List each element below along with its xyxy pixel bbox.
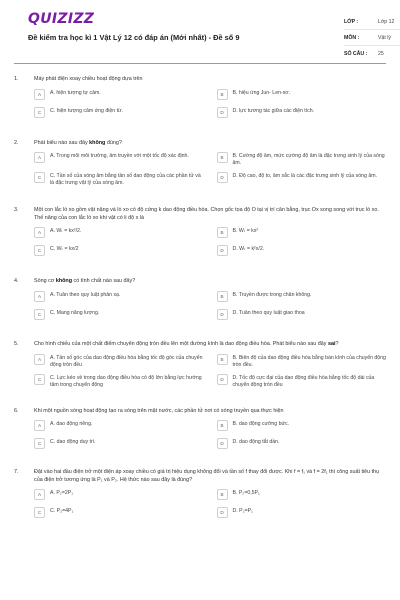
question-text-part: đúng? — [105, 139, 122, 146]
answer-option-c[interactable] — [34, 173, 204, 187]
meta-value: Vật lý — [378, 34, 391, 41]
option-text: B. Truyền được trong chân không. — [232, 291, 312, 298]
option-text: B. Wₜ = kx² — [232, 228, 259, 235]
question-emphasis: không — [55, 278, 72, 285]
question-text-part: Một con lắc lò xo gồm vật nặng và lò xo có độ cứng k dao động điều hòa. Chọn gốc tọa độ O tại vị trí cân bằng, trục Ox song song với trục lò xo. Thế năng của con lắc lò xo khi vật có li độ x là — [34, 207, 379, 221]
answer-option-d[interactable] — [217, 439, 387, 451]
answer-option-d[interactable] — [217, 508, 387, 520]
question-text-part: Phát biểu nào sau đây — [34, 139, 90, 146]
meta-label: SỐ CÂU : — [344, 50, 368, 57]
answer-options — [34, 228, 386, 258]
meta-label: LỚP : — [344, 18, 359, 25]
option-letter-badge: C — [34, 438, 45, 449]
answer-option-c[interactable] — [34, 439, 204, 451]
option-text: D. Wₜ = k²x/2. — [232, 246, 265, 253]
option-letter-badge: A — [34, 89, 45, 100]
question-number: 4. — [14, 278, 19, 285]
question-text-part: Khi một nguồn sóng hoạt động tạo ra sóng trên mặt nước, các phần tử nơi có sóng truyền qua thực hiện — [34, 407, 284, 414]
question-number: 3. — [14, 207, 19, 214]
answer-option-d[interactable] — [217, 310, 387, 322]
answer-option-b[interactable] — [217, 421, 387, 433]
question-text-part: Máy phát điện xoay chiều hoạt động dựa trên — [34, 76, 143, 82]
option-letter-badge: C — [34, 507, 45, 518]
question-text — [34, 76, 386, 84]
option-text: D. dao động tắt dần. — [232, 439, 280, 446]
question-emphasis: không — [89, 139, 106, 146]
option-text: A. dao động riêng. — [50, 421, 93, 428]
answer-options — [34, 421, 386, 451]
question-item — [14, 278, 386, 322]
answer-option-d[interactable] — [217, 173, 387, 187]
option-letter-badge: D — [217, 172, 228, 183]
meta-row-question-count — [344, 46, 400, 61]
option-letter-badge: D — [217, 309, 228, 320]
answer-options — [34, 490, 386, 520]
option-letter-badge: B — [217, 420, 228, 431]
answer-options — [34, 90, 386, 120]
answer-option-c[interactable] — [34, 108, 204, 120]
option-text: A. P₂=2P₁ — [50, 490, 73, 497]
question-item — [14, 76, 386, 120]
answer-option-a[interactable] — [34, 228, 204, 240]
option-letter-badge: D — [217, 507, 228, 518]
worksheet-header — [14, 0, 395, 62]
option-letter-badge: C — [34, 309, 45, 320]
header-divider — [14, 63, 386, 64]
option-letter-badge: D — [217, 107, 228, 118]
question-emphasis: sai — [327, 340, 336, 347]
option-text: A. Wₜ = kx²/2. — [50, 228, 82, 235]
option-text: C. hiện tượng cảm ứng điện từ. — [50, 107, 123, 114]
option-letter-badge: B — [217, 89, 228, 100]
option-letter-badge: B — [217, 354, 228, 365]
option-text: D. P₂=P₁ — [232, 508, 253, 515]
answer-options — [34, 292, 386, 322]
option-text: A. Tần số góc của dao động điều hòa bằng tốc độ góc của chuyển động tròn đều — [50, 354, 203, 368]
meta-value: 25 — [378, 50, 384, 57]
option-letter-badge: B — [217, 152, 228, 163]
question-number: 6. — [14, 407, 19, 414]
question-header — [14, 469, 386, 484]
question-item — [14, 207, 386, 258]
question-text-part: Sóng cơ — [34, 278, 56, 285]
question-list — [14, 76, 386, 520]
option-letter-badge: A — [34, 291, 45, 302]
option-text: D. Tuân theo quy luật giao thoa — [232, 309, 305, 316]
option-letter-badge: B — [217, 227, 228, 238]
question-header — [14, 207, 386, 222]
answer-option-b[interactable] — [217, 153, 387, 167]
question-header — [14, 341, 386, 349]
option-letter-badge: D — [217, 245, 228, 256]
answer-option-b[interactable] — [217, 90, 387, 102]
option-letter-badge: D — [217, 374, 228, 385]
answer-option-c[interactable] — [34, 246, 204, 258]
option-letter-badge: A — [34, 489, 45, 500]
option-text: C. Tần số của sóng âm bằng tần số dao động của các phần tử và là đặc trưng vật lý của sóng âm. — [50, 173, 201, 187]
answer-option-a[interactable] — [34, 90, 204, 102]
question-text — [34, 408, 386, 416]
answer-option-c[interactable] — [34, 508, 204, 520]
question-text — [34, 469, 386, 484]
option-text: B. P₂=0,5P₁ — [232, 490, 260, 497]
option-letter-badge: A — [34, 420, 45, 431]
question-header — [14, 76, 386, 84]
answer-option-a[interactable] — [34, 292, 204, 304]
option-letter-badge: C — [34, 374, 45, 385]
question-text — [34, 278, 386, 286]
option-text: D. Tốc độ cực đại của dao động điều hòa bằng tốc độ dài của chuyển động tròn đều — [232, 374, 375, 388]
question-number: 1. — [14, 76, 19, 82]
meta-table — [344, 14, 400, 61]
question-text — [34, 207, 386, 222]
answer-option-c[interactable] — [34, 375, 204, 389]
question-item — [14, 140, 386, 188]
question-text — [34, 140, 386, 148]
question-text-part: có tính chất nào sau đây? — [72, 278, 136, 285]
answer-option-d[interactable] — [217, 108, 387, 120]
option-text: B. Biên độ của dao động điều hòa bằng bán kính của chuyển động tròn đều. — [232, 354, 386, 368]
answer-option-a[interactable] — [34, 421, 204, 433]
question-text-part: ? — [335, 340, 339, 347]
option-letter-badge: C — [34, 245, 45, 256]
option-text: B. dao động cưỡng bức. — [232, 421, 289, 428]
option-text: B. hiệu ứng Jun- Len-xơ. — [232, 89, 291, 96]
meta-row-class — [344, 14, 400, 30]
meta-row-subject — [344, 30, 400, 46]
option-letter-badge: A — [34, 152, 45, 163]
answer-option-b[interactable] — [217, 292, 387, 304]
option-text: D. Độ cao, độ to, âm sắc là các đặc trưng sinh lý của sóng âm. — [232, 173, 377, 180]
option-text: A. Tuân theo quy luật phản xạ. — [50, 291, 121, 298]
question-header — [14, 278, 386, 286]
question-header — [14, 140, 386, 148]
option-letter-badge: C — [34, 107, 45, 118]
option-letter-badge: A — [34, 354, 45, 365]
option-text: C. Wₜ = kx/2 — [50, 246, 79, 253]
option-letter-badge: C — [34, 172, 45, 183]
answer-option-b[interactable] — [217, 228, 387, 240]
question-text-part: Đặt vào hai đầu điện trở một điện áp xoay chiều có giá trị hiệu dụng không đổi và tần số f thay đổi được. Khi f = f₁ và f = 2f₁ thì công suất tiêu thụ của điện trở tương ứng là P₁ và P₂. Hệ thức nào sau đây là đúng? — [34, 469, 380, 483]
answer-option-b[interactable] — [217, 490, 387, 502]
quizizz-logo: QUIZIZZ — [28, 11, 95, 27]
answer-option-a[interactable] — [34, 355, 204, 369]
answer-options — [34, 355, 386, 389]
question-text-part: Cho hình chiếu của một chất điểm chuyển động tròn đều lên một đường kính là dao động điều hòa. Phát biểu nào sau đây — [34, 340, 328, 347]
question-item — [14, 408, 386, 452]
document-title: Đề kiểm tra học kì 1 Vật Lý 12 có đáp án (Mới nhất) - Đề số 9 — [28, 33, 240, 42]
question-number: 5. — [14, 340, 19, 347]
option-letter-badge: B — [217, 291, 228, 302]
option-letter-badge: D — [217, 438, 228, 449]
question-text — [34, 341, 386, 349]
question-item — [14, 341, 386, 389]
answer-option-b[interactable] — [217, 355, 387, 369]
answer-option-a[interactable] — [34, 490, 204, 502]
option-text: C. dao động duy trì. — [50, 439, 96, 446]
option-text: C. Mang năng lượng. — [50, 309, 100, 316]
answer-option-d[interactable] — [217, 246, 387, 258]
question-number: 2. — [14, 139, 19, 146]
option-letter-badge: A — [34, 227, 45, 238]
meta-label: MÔN : — [344, 34, 360, 41]
option-text: A. Trong môi môi trường, âm truyền với một tốc độ xác định. — [50, 153, 189, 160]
option-text: A. hiện tượng tự cảm. — [50, 89, 101, 96]
question-header — [14, 408, 386, 416]
question-number: 7. — [14, 469, 19, 476]
option-text: B. Cường độ âm, mức cường độ âm là đặc trưng sinh lý của sóng âm. — [232, 153, 385, 167]
answer-option-c[interactable] — [34, 310, 204, 322]
question-item — [14, 469, 386, 520]
meta-value: Lớp 12 — [378, 18, 395, 25]
answer-option-a[interactable] — [34, 153, 204, 167]
option-text: D. lực tương tác giữa các điện tích. — [232, 107, 315, 114]
answer-options — [34, 153, 386, 187]
option-text: C. P₂=4P₁ — [50, 508, 74, 515]
option-letter-badge: B — [217, 489, 228, 500]
answer-option-d[interactable] — [217, 375, 387, 389]
option-text: C. Lực kéo về trong dao động điều hòa có độ lớn bằng lực hướng tâm trong chuyển động — [50, 374, 202, 388]
